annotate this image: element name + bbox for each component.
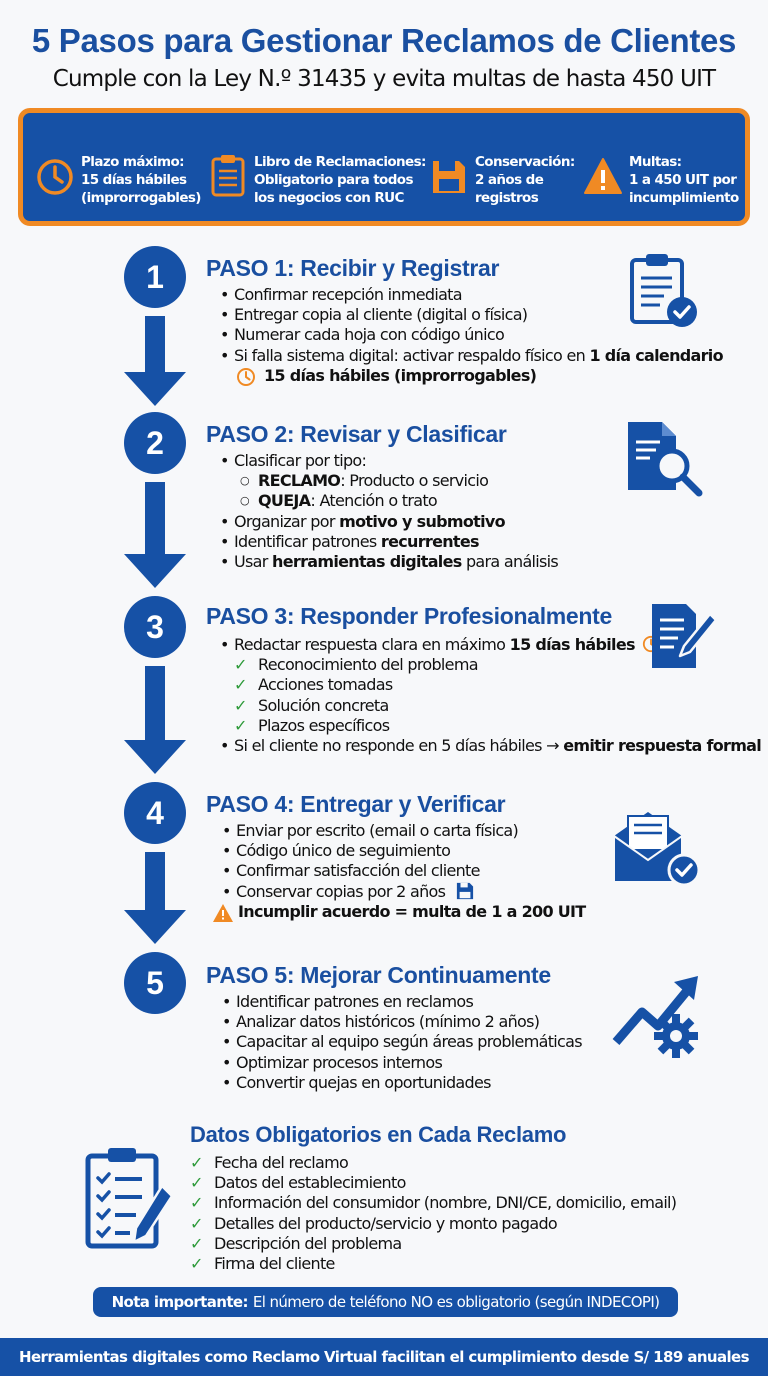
banner-item-deadline: [35, 153, 201, 207]
floppy-disk-icon: [429, 153, 469, 197]
banner-item-book: [208, 153, 426, 207]
document-pen-icon: [650, 602, 718, 670]
list-text: Identificar patrones: [234, 531, 381, 551]
check-text: Reconocimiento del problema: [258, 655, 478, 675]
deadline-note: [218, 366, 723, 386]
list-text-bold: motivo y submotivo: [339, 511, 505, 531]
list-text-bold: herramientas digitales: [272, 552, 462, 572]
step-number: 4: [124, 782, 186, 844]
banner-item-fines: [583, 153, 739, 207]
check-text: Datos del establecimiento: [214, 1173, 406, 1193]
banner-text: Plazo máximo:: [81, 154, 184, 170]
list-text: Organizar por: [234, 511, 340, 531]
page-title: 5 Pasos para Gestionar Reclamos de Clientes: [31, 22, 737, 59]
list-item: • Confirmar recepción inmediata: [218, 285, 723, 305]
list-item: [218, 346, 723, 366]
list-item: [218, 532, 558, 552]
step-number: 3: [124, 596, 186, 658]
document-search-icon: [626, 420, 704, 498]
check-icon: ✓: [234, 715, 247, 735]
warning-text: Incumplir acuerdo = multa de 1 a 200 UIT: [238, 901, 586, 921]
banner-text: (improrrogables): [81, 190, 201, 206]
clock-icon: [35, 153, 75, 197]
step-title: PASO 4: Entregar y Verificar: [206, 791, 506, 817]
check-text: Firma del cliente: [214, 1254, 335, 1274]
key-facts-banner: [18, 108, 750, 226]
fine-warning: [210, 902, 586, 922]
down-arrow-icon: [124, 482, 186, 588]
list-text-bold: recurrentes: [380, 531, 479, 551]
check-icon: ✓: [190, 1233, 203, 1253]
list-item: • Convertir quejas en oportunidades: [220, 1073, 582, 1093]
list-text: Usar: [234, 552, 273, 572]
checklist-item: [218, 696, 761, 716]
envelope-check-icon: [612, 808, 704, 888]
checklist-item: [188, 1153, 676, 1173]
list-item: • Optimizar procesos internos: [220, 1053, 582, 1073]
list-text-bold: emitir respuesta formal: [563, 736, 762, 756]
check-icon: ✓: [234, 655, 247, 675]
check-text: Información del consumidor (nombre, DNI/CE, domicilio, email): [214, 1193, 677, 1213]
list-item: • Código único de seguimiento: [220, 841, 586, 861]
list-text: Redactar respuesta clara en máximo: [234, 635, 510, 654]
step-title: PASO 5: Mejorar Continuamente: [206, 962, 551, 988]
check-icon: ✓: [190, 1193, 203, 1213]
footer-banner: Herramientas digitales como Reclamo Virtual facilitan el cumplimiento desde S/ 189 anuales: [0, 1338, 768, 1376]
checklist-item: [188, 1254, 676, 1274]
down-arrow-icon: [124, 852, 186, 944]
step-title: PASO 2: Revisar y Clasificar: [206, 421, 507, 447]
banner-item-retention: [429, 153, 575, 207]
warning-icon: [212, 903, 234, 923]
banner-text: Obligatorio para todos: [254, 172, 413, 188]
list-text: : Atención o trato: [310, 491, 438, 511]
warning-icon: [583, 153, 623, 197]
list-text-bold: RECLAMO: [258, 471, 341, 491]
list-item: • Analizar datos históricos (mínimo 2 años): [220, 1012, 582, 1032]
list-text: Si el cliente no responde en 5 días hábiles →: [234, 736, 564, 756]
banner-text: Multas:: [629, 154, 682, 170]
check-text: Plazos específicos: [258, 715, 390, 735]
list-item: [218, 736, 761, 756]
deadline-text: 15 días hábiles (improrrogables): [264, 365, 537, 385]
check-text: Descripción del problema: [214, 1233, 402, 1253]
list-item: [218, 552, 558, 572]
list-text: Conservar copias por 2 años: [236, 881, 446, 901]
banner-text: incumplimiento: [629, 190, 739, 206]
clipboard-check-icon: [628, 252, 698, 328]
list-subitem: [218, 471, 558, 491]
list-text: : Producto o servicio: [340, 471, 489, 491]
step-title: PASO 3: Responder Profesionalmente: [206, 603, 613, 629]
check-text: Acciones tomadas: [258, 675, 393, 695]
step-number: 1: [124, 246, 186, 308]
step-bullets: [220, 821, 586, 922]
clipboard-book-icon: [208, 153, 248, 197]
list-item: • Identificar patrones en reclamos: [220, 992, 582, 1012]
list-item: [220, 882, 586, 902]
step-title: PASO 1: Recibir y Registrar: [206, 255, 500, 281]
checklist-item: [218, 675, 761, 695]
list-item: • Clasificar por tipo:: [218, 451, 558, 471]
banner-text: Libro de Reclamaciones:: [254, 154, 426, 170]
checklist-item: [188, 1214, 676, 1234]
check-icon: ✓: [190, 1173, 203, 1193]
list-text-bold: 15 días hábiles: [509, 635, 635, 654]
checklist-item: [188, 1173, 676, 1193]
banner-text: Conservación:: [475, 154, 575, 170]
checklist-item: [188, 1193, 676, 1213]
check-text: Detalles del producto/servicio y monto pagado: [214, 1213, 558, 1233]
step-bullets: [220, 992, 582, 1093]
list-subitem: [218, 491, 558, 511]
down-arrow-icon: [124, 666, 186, 774]
page-subtitle: Cumple con la Ley N.º 31435 y evita multas de hasta 450 UIT: [52, 66, 716, 92]
note-label: Nota importante:: [111, 1293, 248, 1311]
check-text: Solución concreta: [258, 695, 389, 715]
banner-text: 1 a 450 UIT por: [629, 172, 737, 188]
required-data-title: Datos Obligatorios en Cada Reclamo: [190, 1122, 567, 1147]
floppy-disk-icon: [456, 882, 474, 900]
list-text-bold: QUEJA: [258, 491, 311, 511]
clock-icon: [236, 367, 256, 387]
check-icon: ✓: [234, 695, 247, 715]
checklist-item: [218, 716, 761, 736]
list-item: • Confirmar satisfacción del cliente: [220, 861, 586, 881]
list-text-bold: 1 día calendario: [589, 345, 723, 365]
banner-text: los negocios con RUC: [254, 190, 404, 206]
checklist-pen-icon: [84, 1146, 176, 1250]
step-bullets: [218, 451, 558, 572]
list-item: • Entregar copia al cliente (digital o física): [218, 305, 723, 325]
growth-gear-icon: [612, 972, 704, 1062]
check-text: Fecha del reclamo: [214, 1153, 349, 1172]
required-data-list: [188, 1153, 676, 1274]
step-number: 2: [124, 412, 186, 474]
check-icon: ✓: [190, 1254, 203, 1274]
list-text: Si falla sistema digital: activar respaldo físico en: [234, 345, 590, 365]
important-note: [93, 1287, 678, 1317]
check-icon: ✓: [190, 1153, 203, 1172]
list-item: • Enviar por escrito (email o carta física): [220, 821, 586, 841]
note-text: El número de teléfono NO es obligatorio (según INDECOPI): [252, 1293, 660, 1311]
list-item: • Numerar cada hoja con código único: [218, 325, 723, 345]
check-icon: ✓: [190, 1213, 203, 1233]
list-text: para análisis: [461, 552, 559, 572]
check-icon: ✓: [234, 675, 247, 695]
list-item: [218, 512, 558, 532]
list-item: • Capacitar al equipo según áreas problemáticas: [220, 1032, 582, 1052]
step-number: 5: [124, 952, 186, 1014]
banner-text: registros: [475, 190, 539, 206]
banner-text: 2 años de: [475, 172, 544, 188]
down-arrow-icon: [124, 316, 186, 406]
banner-text: 15 días hábiles: [81, 172, 187, 188]
checklist-item: [188, 1234, 676, 1254]
